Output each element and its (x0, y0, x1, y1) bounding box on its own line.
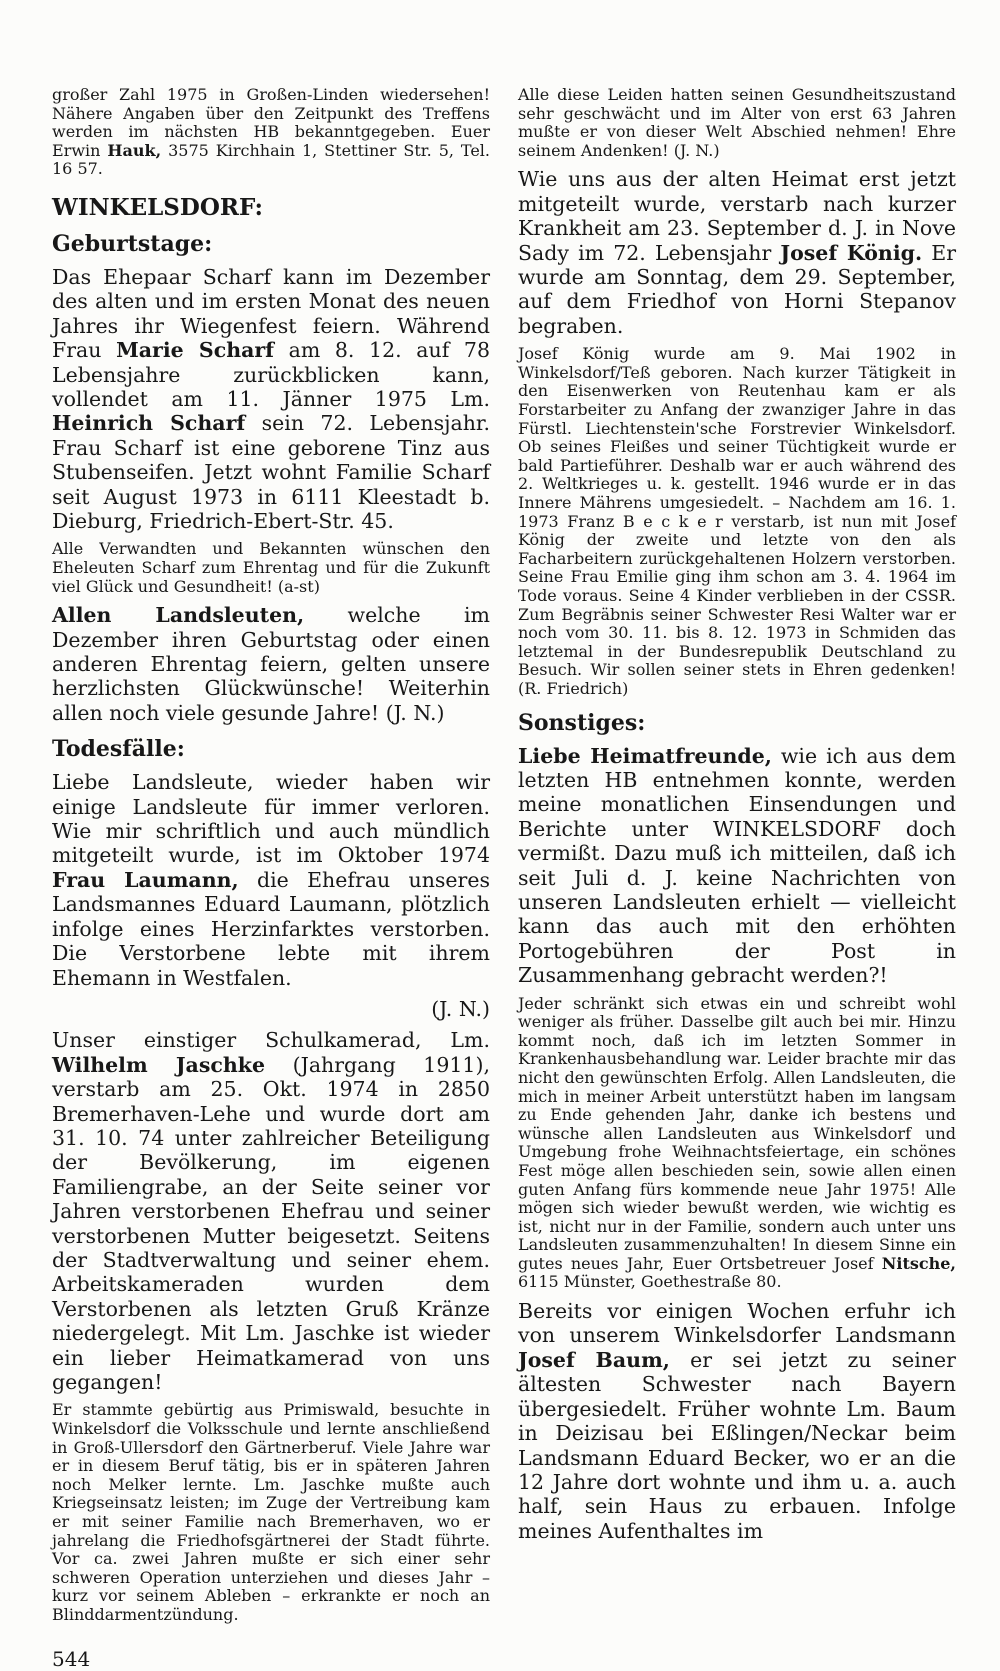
name-josef-baum: Josef Baum, (518, 1347, 670, 1372)
right-column (518, 86, 956, 1671)
allen-landsleuten-bold: Allen Landsleuten, (52, 603, 305, 628)
liebe-heimatfreunde-bold: Liebe Heimatfreunde, (518, 743, 772, 768)
subsection-heading-todesfaelle: Todesfälle: (52, 736, 185, 763)
jaschke-text-2: (Jahrgang 1911), verstarb am 25. Okt. 1974 in 2850 Bremerhaven-Lehe und wurde dort am 31. 10. 74 unter zahlreicher Beteiligung der Bevölkerung, im eigenen Familiengrabe, an der Seite seiner vor Jahren verstorbenen Ehefrau und seiner verstorbenen Mutter beigesetzt. Seitens der Stadtverwaltung und seiner ehem. Arbeitskameraden wurden dem Verstorbenen als letzten Gruß Kränze niedergelegt. Mit Lm. Jaschke ist wieder ein lieber Heimatkamerad von uns gegangen! (52, 1052, 490, 1394)
laumann-text-2: die Ehefrau unseres Landsmannes Eduard Laumann, plötzlich infolge eines Herzinfarktes verstorben. Die Verstorbene lebte mit ihrem Ehemann in Westfalen. (52, 867, 491, 990)
name-josef-koenig: Josef König. (780, 240, 923, 265)
allen-landsleuten-text: welche im Dezember ihren Geburtstag oder einen anderen Ehrentag feiern, gelten unsere herzlichsten Glückwünsche! Weiterhin allen noch viele gesunde Jahre! (J. N.) (52, 603, 490, 725)
nitsche-address: 6115 Münster, Goethestraße 80. (518, 1272, 782, 1292)
jaschke-text-1: Unser einstiger Schulkamerad, Lm. (52, 1028, 490, 1053)
obituary-paragraph-jaschke (52, 1028, 490, 1394)
heimatfreunde-text: wie ich aus dem letzten HB entnehmen konnte, werden meine monatlichen Einsendungen und Berichte unter WINKELSDORF doch vermißt. Dazu muß ich mitteilen, daß ich seit Juli d. J. keine Nachrichten von unseren Landsleuten erhielt — vielleicht kann das auch mit den erhöhten Portogebühren der Post in Zusammenhang gebracht werden?! (518, 743, 956, 988)
name-marie-scharf: Marie Scharf (116, 338, 274, 363)
continued-notice-text: großer Zahl 1975 in Großen-Linden wiedersehen! Nähere Angaben über den Zeitpunkt des Treffens werden im nächsten HB bekanntgegeben. Euer Erwin (52, 85, 490, 160)
birthday-paragraph-scharf (52, 265, 490, 533)
section-heading-winkelsdorf: WINKELSDORF: (52, 193, 264, 221)
nitsche-text-1: Jeder schränkt sich etwas ein und schreibt wohl weniger als früher. Dasselbe gilt auch bei mir. Hinzu kommt noch, daß ich im letzten Sommer in Krankenhausbehandlung war. Leider brachte mir das nicht den gewünschten Erfolg. Allen Landsleuten, die mich in meiner Arbeit unterstützt haben im langsam zu Ende gehenden Jahr, danke ich bestens und wünsche allen Landsleuten aus Winkelsdorf und Umgebung frohe Weihnachtsfeiertage, ein schönes Fest möge allen beschieden sein, sowie allen einen guten Anfang fürs kommende neue Jahr 1975! Alle mögen sich wieder bewußt werden, wie wichtig es ist, nicht nur in der Familie, sondern auch unter uns Landsleuten zusammenzuhalten! In diesem Sinne ein gutes neues Jahr, Euer Ortsbetreuer Josef (518, 993, 956, 1273)
subsection-heading-sonstiges: Sonstiges: (518, 709, 646, 736)
name-hauk: Hauk, (107, 140, 162, 160)
biography-note-jaschke: Er stammte gebürtig aus Primiswald, besuchte in Winkelsdorf die Volksschule und lernte anschließend in Groß-Ullersdorf den Gärtnerberuf. Viele Jahre war er in diesem Beruf tätig, bis er in späteren Jahren noch Melker lernte. Lm. Jaschke mußte auch Kriegseinsatz leisten; im Zuge der Vertreibung kam er mit seiner Familie nach Bremerhaven, wo er jahrelang die Friedhofsgärtnerei der Stadt führte. Vor ca. zwei Jahren mußte er sich einer sehr schweren Operation unterziehen und dieses Jahr – kurz vor seinem Ableben – erkrankte er noch an Blinddarmentzündung. (52, 1400, 490, 1624)
name-wilhelm-jaschke: Wilhelm Jaschke (52, 1052, 266, 1077)
subsection-heading-geburtstage: Geburtstage: (52, 230, 213, 257)
name-nitsche: Nitsche, (881, 1253, 956, 1273)
scharf-text-3: sein 72. Lebensjahr. Frau Scharf ist eine geborene Tinz aus Stubenseifen. Jetzt wohnt Familie Scharf seit August 1973 in 6111 Kleestadt b. Dieburg, Friedrich-Ebert-Str. 45. (52, 411, 490, 534)
letter-note-nitsche (518, 995, 956, 1293)
koenig-text-1: Wie uns aus der alten Heimat erst jetzt mitgeteilt wurde, verstarb nach kurzer Krankheit am 23. September d. J. in Nove Sady im 72. Lebensjahr (518, 167, 956, 265)
name-frau-laumann: Frau Laumann, (52, 867, 239, 892)
page-number: 544 (52, 1646, 91, 1671)
news-paragraph-baum (518, 1299, 956, 1543)
left-column (52, 86, 490, 1671)
koenig-text-2: Er wurde am Sonntag, dem 29. September, auf dem Friedhof von Horni Stepanov begraben. (518, 240, 956, 338)
obituary-continuation-paragraph: Alle diese Leiden hatten seinen Gesundheitszustand sehr geschwächt und im Alter von erst 63 Jahren mußte er von dieser Welt Abschied nehmen! Ehre seinem Andenken! (J. N.) (518, 85, 956, 160)
obituary-paragraph-koenig (518, 167, 956, 338)
name-heinrich-scharf: Heinrich Scharf (52, 411, 246, 436)
biography-note-koenig: Josef König wurde am 9. Mai 1902 in Winkelsdorf/Teß geboren. Nach kurzer Tätigkeit in den Eisenwerken von Reutenhau kam er als Forstarbeiter zu Anfang der zwanziger Jahre in das Fürstl. Liechtenstein'sche Forstrevier Winkelsdorf. Ob seines Fleißes und seiner Tüchtigkeit wurde er bald Partieführer. Deshalb war er auch während des 2. Weltkrieges u. k. gestellt. 1946 wurde er in das Innere Mährens umgesiedelt. – Nachdem am 16. 1. 1973 Franz B e c k e r verstarb, ist nun mit Josef König der zweite und letzte von den als Facharbeitern zurückgehaltenen Holzern verstorben. Seine Frau Emilie ging ihm schon am 3. 4. 1964 im Tode voraus. Seine 4 Kinder verblieben in der CSSR. Zum Begräbnis seiner Schwester Resi Walter war er noch vom 30. 11. bis 8. 12. 1973 in Schmiden das letztemal in der Bundesrepublik Deutschland zu Besuch. Wir sollen seiner stets in Ehren gedenken! (R. Friedrich) (518, 344, 956, 698)
baum-text-1: Bereits vor einigen Wochen erfuhr ich von unserem Winkelsdorfer Landsmann (518, 1299, 956, 1348)
scharf-text-1: Das Ehepaar Scharf kann im Dezember des alten und im ersten Monat des neuen Jahres ihr Wiegenfest feiern. Während Frau (52, 264, 490, 363)
letter-paragraph-heimatfreunde (518, 744, 956, 988)
scharf-text-2: am 8. 12. auf 78 Lebensjahre zurückblicken kann, vollendet am 11. Jänner 1975 Lm. (52, 338, 490, 411)
laumann-text-1: Liebe Landsleute, wieder haben wir einige Landsleute für immer verloren. Wie mir schriftlich und auch mündlich mitgeteilt wurde, ist im Oktober 1974 (52, 770, 490, 868)
continued-notice-paragraph (52, 86, 490, 179)
obituary-paragraph-laumann (52, 770, 490, 990)
signature-jn: (J. N.) (431, 996, 490, 1021)
hauk-address: 3575 Kirchhain 1, Stettiner Str. 5, Tel. 16 57. (52, 140, 491, 179)
two-column-layout (52, 86, 956, 1671)
congratulation-note-scharf: Alle Verwandten und Bekannten wünschen den Eheleuten Scharf zum Ehrentag und für die Zukunft viel Glück und Gesundheit! (a-st) (52, 539, 490, 596)
baum-text-2: er sei jetzt zu seiner ältesten Schwester nach Bayern übergesiedelt. Früher wohnte Lm. Baum in Deizisau bei Eßlingen/Neckar beim Landsmann Eduard Becker, wo er an die 12 Jahre dort wohnte und ihm u. a. auch half, sein Haus zu erbauen. Infolge meines Aufenthaltes im (518, 1347, 956, 1543)
birthday-greeting-paragraph (52, 603, 490, 725)
